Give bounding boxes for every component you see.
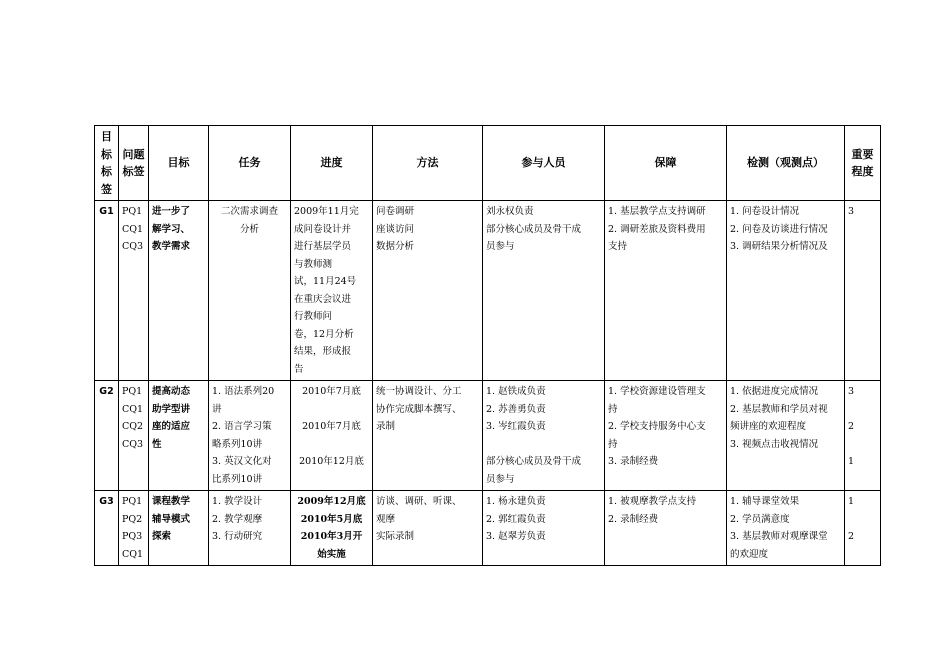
header-guarantee: 保障 <box>605 126 727 201</box>
header-check: 检测（观测点） <box>727 126 845 201</box>
task-cell <box>209 201 291 381</box>
header-progress: 进度 <box>291 126 373 201</box>
cell-line: 进行基层学员 <box>294 241 352 252</box>
goal-cell <box>149 381 209 491</box>
people-cell <box>483 381 605 491</box>
cell-line: 分析 <box>239 223 259 235</box>
check-cell <box>727 381 845 491</box>
cell-line: 部分核心成员及骨干成 <box>486 456 582 467</box>
cell-line: 3. 英汉文化对 <box>212 456 272 467</box>
blank-line <box>848 436 877 454</box>
plan-table <box>94 125 881 566</box>
progress-cell <box>291 201 373 381</box>
cell-line: 刘永权负责 <box>486 206 534 217</box>
guarantee-cell <box>605 201 727 381</box>
header-method: 方法 <box>373 126 483 201</box>
cell-line: 3 <box>848 206 855 217</box>
blank-line <box>848 401 877 419</box>
problem-tags-cell <box>119 201 149 381</box>
cell-line: 员参与 <box>486 241 515 252</box>
cell-line: 助学型讲 <box>152 403 191 415</box>
progress-cell <box>291 491 373 566</box>
cell-line: 2009年11月完 <box>294 206 359 217</box>
cell-line: 1. 依据进度完成情况 <box>730 386 819 397</box>
guarantee-cell <box>605 491 727 566</box>
cell-line: 协作完成脚本撰写、 <box>376 403 462 415</box>
importance-cell <box>845 201 881 381</box>
cell-line: 1. 语法系列20 <box>212 386 275 397</box>
cell-line: CQ1 <box>122 403 144 415</box>
people-cell <box>483 201 605 381</box>
header-problem-tag: 问题标签 <box>119 126 149 201</box>
cell-line: 2. 郭红霞负责 <box>486 513 546 525</box>
header-goal-tag: 目标标签 <box>95 126 119 201</box>
cell-line: 告 <box>294 363 304 375</box>
cell-line: CQ3 <box>122 438 144 450</box>
cell-line: 问卷调研 <box>376 206 415 217</box>
cell-line: 3. 赵翠芳负责 <box>486 531 546 542</box>
cell-line: 3. 视频点击收视情况 <box>730 438 819 450</box>
cell-line: 二次需求调查 <box>220 206 278 217</box>
goal-tag-cell: G3 <box>95 491 119 566</box>
cell-line: 辅导模式 <box>152 513 191 525</box>
cell-line: 讲 <box>212 403 222 415</box>
progress-cell <box>291 381 373 491</box>
cell-line: 员参与 <box>486 473 515 485</box>
header-task: 任务 <box>209 126 291 201</box>
cell-line: 3. 岑红霞负责 <box>486 421 546 432</box>
cell-line: PQ3 <box>122 531 143 542</box>
cell-line: 1. 教学设计 <box>212 496 263 507</box>
blank-line <box>848 511 877 529</box>
cell-line: CQ2 <box>122 421 144 432</box>
cell-line: 3. 调研结果分析情况及 <box>730 241 828 252</box>
cell-line: 观摩 <box>376 513 396 525</box>
cell-line: 2010年3月开 <box>300 531 363 542</box>
cell-line: 实际录制 <box>376 531 415 542</box>
blank-line <box>486 436 601 454</box>
cell-line: 1. 学校资源建设管理支 <box>608 386 706 397</box>
cell-line: 3. 行动研究 <box>212 531 263 542</box>
table-row <box>95 381 881 491</box>
blank-line <box>294 436 369 454</box>
importance-cell <box>845 381 881 491</box>
table-row <box>95 491 881 566</box>
header-importance: 重要程度 <box>845 126 881 201</box>
cell-line: 课程教学 <box>152 496 191 507</box>
cell-line: 1. 问卷设计情况 <box>730 206 800 217</box>
cell-line: 2010年12月底 <box>299 456 364 467</box>
cell-line: 略系列10讲 <box>212 438 263 450</box>
header-people: 参与人员 <box>483 126 605 201</box>
cell-line: 试，11月24号 <box>294 276 357 287</box>
task-cell <box>209 491 291 566</box>
method-cell <box>373 201 483 381</box>
cell-line: 1 <box>848 496 855 507</box>
cell-line: 3. 录制经费 <box>608 456 659 467</box>
header-goal: 目标 <box>149 126 209 201</box>
cell-line: 教学需求 <box>152 241 191 252</box>
cell-line: 2. 问卷及访谈进行情况 <box>730 223 828 235</box>
cell-line: 数据分析 <box>376 241 415 252</box>
goal-tag-cell: G2 <box>95 381 119 491</box>
cell-line: 1. 赵铁成负责 <box>486 386 546 397</box>
cell-line: 2. 基层教师和学员对视 <box>730 403 828 415</box>
cell-line: 行教师问 <box>294 311 333 322</box>
cell-line: 3 <box>848 386 855 397</box>
cell-line: 成问卷设计并 <box>294 223 352 235</box>
cell-line: 卷，12月分析 <box>294 328 354 340</box>
cell-line: 统一协调设计、分工 <box>376 386 462 397</box>
cell-line: 结果，形成报 <box>294 346 352 357</box>
cell-line: 录制 <box>376 421 396 432</box>
blank-line <box>294 401 369 419</box>
cell-line: 部分核心成员及骨干成 <box>486 223 582 235</box>
cell-line: 2010年7月底 <box>302 421 361 432</box>
cell-line: 的欢迎度 <box>730 548 769 560</box>
cell-line: 座的适应 <box>152 421 191 432</box>
check-cell <box>727 201 845 381</box>
cell-line: 1. 辅导课堂效果 <box>730 496 800 507</box>
cell-line: PQ1 <box>122 206 143 217</box>
cell-line: 2. 学校支持服务中心支 <box>608 421 706 432</box>
cell-line: CQ1 <box>122 223 144 235</box>
cell-line: 1. 被观摩教学点支持 <box>608 496 697 507</box>
cell-line: 2. 语言学习策 <box>212 421 272 432</box>
check-cell <box>727 491 845 566</box>
cell-line: 2. 录制经费 <box>608 513 659 525</box>
cell-line: PQ1 <box>122 386 143 397</box>
cell-line: 2010年5月底 <box>300 513 363 525</box>
importance-cell <box>845 491 881 566</box>
cell-line: 性 <box>152 438 162 450</box>
cell-line: 1 <box>848 456 855 467</box>
cell-line: 提高动态 <box>152 386 191 397</box>
table-row <box>95 201 881 381</box>
problem-tags-cell <box>119 381 149 491</box>
cell-line: PQ1 <box>122 496 143 507</box>
cell-line: 2 <box>848 421 855 432</box>
method-cell <box>373 381 483 491</box>
cell-line: 座谈访问 <box>376 223 415 235</box>
cell-line: 2010年7月底 <box>302 386 361 397</box>
guarantee-cell <box>605 381 727 491</box>
goal-tag-cell: G1 <box>95 201 119 381</box>
cell-line: 3. 基层教师对观摩课堂 <box>730 531 828 542</box>
method-cell <box>373 491 483 566</box>
cell-line: 探索 <box>152 531 172 542</box>
cell-line: PQ2 <box>122 513 143 525</box>
cell-line: 1. 杨永建负责 <box>486 496 546 507</box>
cell-line: 解学习、 <box>152 223 191 235</box>
cell-line: CQ3 <box>122 241 144 252</box>
cell-line: 支持 <box>608 241 628 252</box>
cell-line: 2. 学员满意度 <box>730 513 790 525</box>
header-row <box>95 126 881 201</box>
problem-tags-cell <box>119 491 149 566</box>
cell-line: 在重庆会议进 <box>294 293 352 305</box>
cell-line: 持 <box>608 438 618 450</box>
cell-line: 进一步了 <box>152 206 191 217</box>
cell-line: 频讲座的欢迎程度 <box>730 421 807 432</box>
cell-line: 2009年12月底 <box>297 496 366 507</box>
cell-line: 1. 基层教学点支持调研 <box>608 206 706 217</box>
cell-line: CQ1 <box>122 548 144 560</box>
cell-line: 2. 教学观摩 <box>212 513 263 525</box>
cell-line: 2. 调研差旅及资料费用 <box>608 223 706 235</box>
people-cell <box>483 491 605 566</box>
goal-cell <box>149 491 209 566</box>
cell-line: 比系列10讲 <box>212 473 263 485</box>
cell-line: 2. 苏善勇负责 <box>486 403 546 415</box>
goal-cell <box>149 201 209 381</box>
cell-line: 与教师测 <box>294 258 333 270</box>
cell-line: 始实施 <box>317 548 346 560</box>
cell-line: 2 <box>848 531 855 542</box>
task-cell <box>209 381 291 491</box>
cell-line: 访谈、调研、听课、 <box>376 496 462 507</box>
cell-line: 持 <box>608 403 618 415</box>
